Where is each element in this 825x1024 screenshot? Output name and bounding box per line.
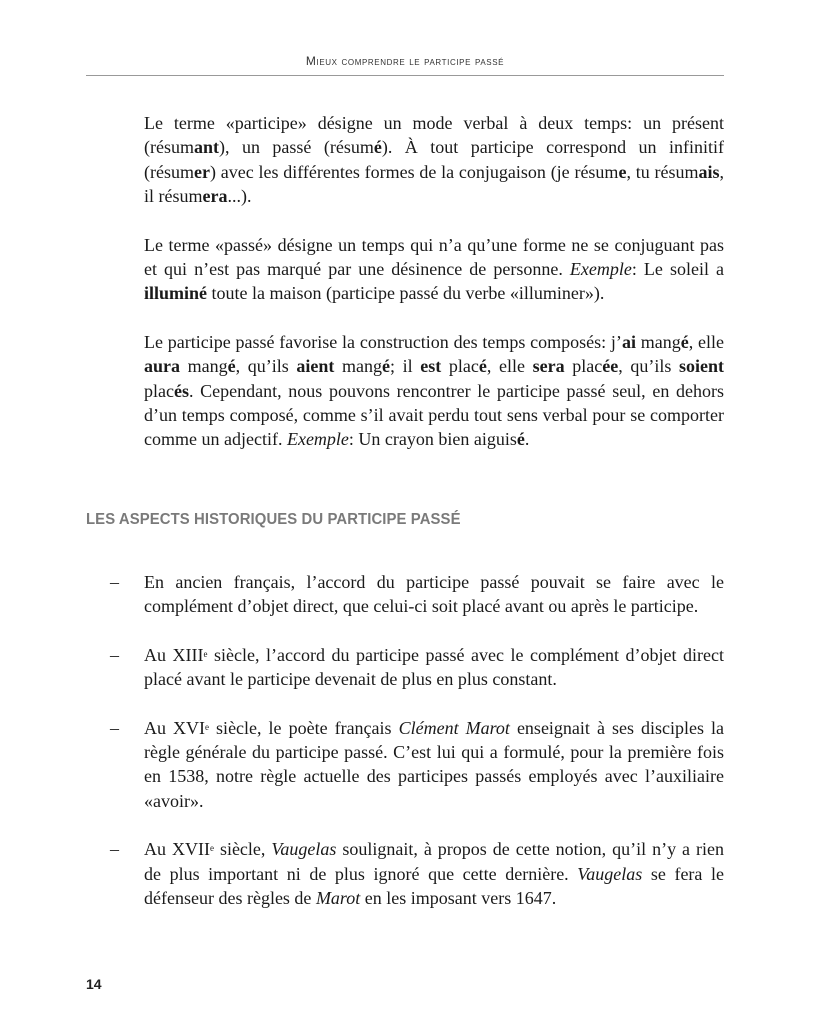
section-heading: LES ASPECTS HISTORIQUES DU PARTICIPE PASSÉ [86,511,461,528]
history-list [110,570,724,934]
dash-bullet: – [110,717,119,738]
paragraph-participe: Le terme «participe» désigne un mode verbal à deux temps: un présent (résumant), un passé (résumé). À tout participe correspond un infinitif (résumer) avec les différentes formes de la conjugaison (je résume, tu résumais, il résumera...). [144,113,724,207]
dash-bullet: – [110,572,119,592]
running-header: Mieux comprendre le participe passé [305,54,505,68]
paragraph-temps-composes: Le participe passé favorise la construction des temps composés: j’ai mangé, elle aura mangé, qu’ils aient mangé; il est placé, elle sera placée, qu’ils soient placés. Cependant, nous pouvons rencontrer le participe passé seul, en dehors d’un temps composé, comme s’il avait perdu tout sens verbal pour se comporter comme un adjectif. Exemple: Un crayon bien aiguisé. [144,331,725,450]
page-number: 14 [86,976,102,992]
list-item: – En ancien français, l’accord du participe passé pouvait se faire avec le complément d’objet direct, que celui-ci soit placé avant ou après le participe. [110,572,724,617]
list-item: – Au XVIe siècle, le poète français Clément Marot enseignait à ses disciples la règle générale du participe passé. C’est lui qui a formulé, pour la première fois en 1538, notre règle actuelle des participes passés employés avec l’auxiliaire «avoir». [110,717,724,811]
intro-paragraphs [144,111,724,476]
list-item: – Au XIIIe siècle, l’accord du participe passé avec le complément d’objet direct placé avant le participe devenait de plus en plus constant. [110,644,725,690]
paragraph-passe: Le terme «passé» désigne un temps qui n’a qu’une forme ne se conjuguant pas et qui n’est pas marqué par une désinence de personne. Exemple: Le soleil a illuminé toute la maison (participe passé du verbe «illuminer»). [144,234,724,304]
dash-bullet: – [110,839,119,860]
dash-bullet: – [110,644,119,665]
header-divider [86,75,724,76]
list-item: – Au XVIIe siècle, Vaugelas soulignait, à propos de cette notion, qu’il n’y a rien de plus important ni de plus ignoré que cette dernière. Vaugelas se fera le défenseur des règles de Marot en les imposant vers 1647. [110,839,724,909]
